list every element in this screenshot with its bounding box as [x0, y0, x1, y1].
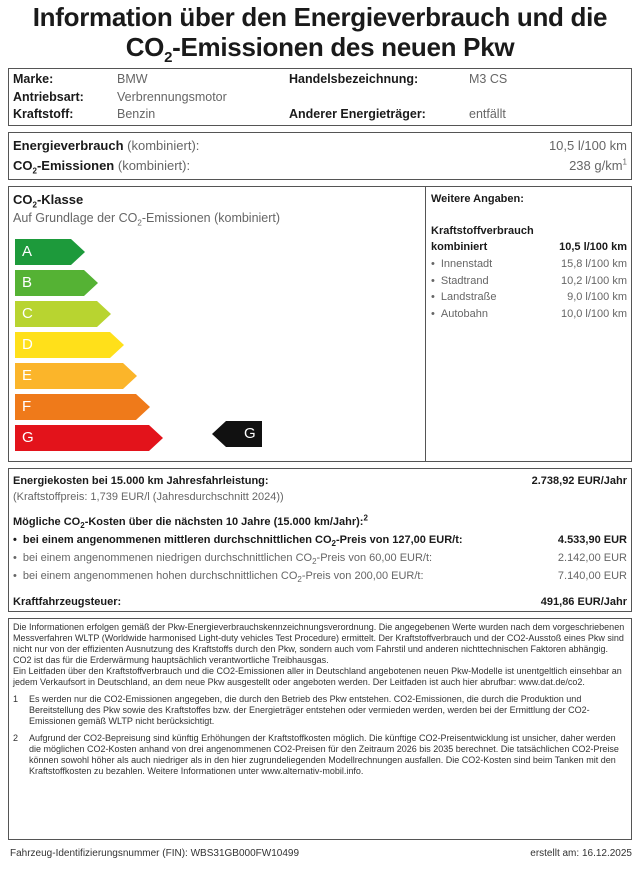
- steuer-value: 491,86 EUR/Jahr: [540, 596, 627, 608]
- co2-class-subtitle: Auf Grundlage der $CO_2$-Emissionen (kombiniert): [13, 211, 281, 228]
- co2-label: $CO_2$-Emissionen (kombiniert):: [13, 158, 191, 176]
- anderer-value: entfällt: [469, 107, 506, 121]
- marke-label: Marke:: [13, 72, 54, 86]
- bullet-icon: •: [13, 570, 17, 582]
- antrieb-value: Verbrennungsmotor: [117, 90, 227, 104]
- co2-class-arrow-a: [15, 239, 85, 265]
- co2-class-letter: E: [22, 367, 33, 384]
- footnote-intro-1: Die Informationen erfolgen gemäß der Pkw-Energieverbrauchskennzeichnungsverordnung. Die angegebenen Werte wurden nach dem vorgeschriebenen Messverfahren WLTP (Worldwide harmonised Light-duty vehicles Test Procedure) ermittelt. Der Kraftstoffverbrauch und der CO2-Ausstoß eines Pkw sind nicht nur von der effizienten Ausnutzung des Kraftstoffs durch den Pkw, sondern auch vom Fahrstil und anderen nichttechnischen Faktoren abhängig. CO2 ist das für die Erderwärmung hauptsächlich verantwortliche Treibhausgas.: [13, 622, 625, 665]
- co2-cost-line-label: • bei einem angenommenen hohen durchschnittlichen $CO_2$-Preis von 200,00 EUR/t:: [13, 570, 424, 585]
- bullet-icon: •: [13, 552, 17, 564]
- class-arrow-shape-icon: [15, 425, 163, 451]
- co2-class-arrow-d: [15, 332, 124, 358]
- co2-class-arrow-b: [15, 270, 98, 296]
- footnotes-box: [8, 618, 632, 840]
- footnote-intro-2: Ein Leitfaden über den Kraftstoffverbrauch und die CO2-Emissionen aller in Deutschland angebotenen neuen Pkw-Modelle ist unentgeltlich einsehbar an jedem Verkaufsort in Deutschland, an dem neue Pkw ausgestellt oder angeboten werden. Der Leitfaden ist auch hier abrufbar: www.dat.de/co2.: [13, 666, 622, 687]
- class-arrow-shape-icon: [15, 394, 150, 420]
- energie-value: 10,5 l/100 km: [548, 138, 627, 153]
- kombiniert-value: 10,5 l/100 km: [559, 241, 627, 253]
- footnote-2: [13, 733, 627, 777]
- fuel-detail-value: 9,0 l/100 km: [567, 291, 627, 303]
- bullet-icon: •: [431, 274, 435, 287]
- bullet-icon: •: [13, 534, 17, 546]
- current-class-label: G: [244, 425, 256, 442]
- fuel-detail-value: 10,0 l/100 km: [560, 307, 627, 320]
- handel-value: M3 CS: [469, 72, 508, 86]
- kraftstoff-label: Kraftstoff:: [13, 107, 74, 121]
- bullet-icon: •: [431, 307, 435, 320]
- co2-class-arrow-f: [15, 394, 150, 420]
- consumption-box: [8, 132, 632, 180]
- fin-label: Fahrzeug-Identifizierungsnummer (FIN): WBS31GB000FW10499: [10, 848, 300, 859]
- costs-box: [8, 468, 632, 612]
- fuel-detail-label: • Stadtrand: [431, 274, 489, 287]
- fuel-detail-label: • Autobahn: [431, 307, 488, 320]
- footnote-2-number: 2: [13, 733, 19, 743]
- footnote-2-text: Aufgrund der CO2-Bepreisung sind künftig Erhöhungen der Kraftstoffkosten möglich. Die künftige CO2-Preisentwicklung ist unsicher, daher werden die möglichen CO2-Kosten anhand von drei angenommenen CO2-Preisen für den Zeitraum 2026 bis 2035 berechnet. Die tatsächlichen CO2-Preise können sowohl höher als auch niedriger als in den hier zugrundeliegenden Modellrechnungen ausfallen. Die CO2-Kosten sind beim Tanken mit den Kraftstoffkosten zu bezahlen. Weitere Informationen unter www.alternativ-mobil.info.: [29, 733, 619, 776]
- co2-cost-line-value: 7.140,00 EUR: [557, 570, 627, 582]
- current-class-indicator: [212, 421, 262, 447]
- co2-class-box: [8, 186, 632, 462]
- title-line-2: $CO_2$-Emissionen des neuen Pkw: [125, 32, 515, 67]
- footnote-1-text: Es werden nur die CO2-Emissionen angegeben, die durch den Betrieb des Pkw entstehen. CO2-Emissionen, die durch die Produktion und Bereitstellung des Pkw sowie des Kraftstoffes bzw. der Energieträger entstehen oder vermieden werden, werden bei der Ermittlung der CO2-Emissionen gemäß WLTP nicht berücksichtigt.: [29, 694, 590, 726]
- co2-class-letter: F: [22, 398, 32, 415]
- co2-class-letter: G: [22, 429, 34, 446]
- kombiniert-label: kombiniert: [431, 241, 488, 253]
- co2-class-arrow-g: [15, 425, 163, 451]
- steuer-label: Kraftfahrzeugsteuer:: [13, 596, 122, 608]
- marke-value: BMW: [117, 72, 148, 86]
- co2-value: 238 $g/km^1$: [569, 157, 627, 173]
- co2-class-letter: C: [22, 305, 33, 322]
- kraftstoffpreis-note: (Kraftstoffpreis: 1,739 EUR/l (Jahresdurchschnitt 2024)): [13, 491, 284, 503]
- weitere-heading: Weitere Angaben:: [431, 193, 524, 205]
- page-title: [0, 2, 640, 67]
- created-date: erstellt am: 16.12.2025: [530, 848, 632, 859]
- antrieb-label: Antriebsart:: [13, 90, 84, 104]
- fuel-detail-label: • Innenstadt: [431, 258, 493, 270]
- co2-kosten-heading: Mögliche $CO_2$-Kosten über die nächsten 10 Jahre (15.000 km/Jahr):$^2$: [13, 513, 368, 531]
- anderer-label: Anderer Energieträger:: [289, 107, 426, 121]
- weitere-divider: [425, 187, 426, 461]
- vehicle-info-box: [8, 68, 632, 126]
- co2-class-arrow-e: [15, 363, 137, 389]
- title-line-1: Information über den Energieverbrauch und die: [32, 2, 608, 32]
- co2-class-arrow-c: [15, 301, 111, 327]
- footnote-1: [13, 694, 627, 727]
- co2-cost-line-value: 2.142,00 EUR: [557, 552, 627, 564]
- bullet-icon: •: [431, 291, 435, 303]
- co2-class-heading: $CO_2$-Klasse: [13, 192, 84, 210]
- handel-label: Handelsbezeichnung:: [289, 72, 419, 86]
- footnote-1-number: 1: [13, 694, 19, 704]
- co2-cost-line-label: • bei einem angenommenen mittleren durchschnittlichen $CO_2$-Preis von 127,00 EUR/t:: [13, 534, 463, 549]
- co2-class-letter: A: [22, 243, 33, 260]
- energiekosten-value: 2.738,92 EUR/Jahr: [531, 475, 627, 487]
- fuel-detail-value: 10,2 l/100 km: [560, 274, 627, 287]
- co2-class-letter: D: [22, 336, 33, 353]
- co2-cost-line-value: 4.533,90 EUR: [557, 534, 627, 546]
- co2-class-letter: B: [22, 274, 33, 291]
- kraftstoff-value: Benzin: [117, 107, 156, 121]
- fuel-detail-value: 15,8 l/100 km: [560, 258, 627, 270]
- co2-cost-line-label: • bei einem angenommenen niedrigen durchschnittlichen $CO_2$-Preis von 60,00 EUR/t:: [13, 552, 433, 567]
- fuel-detail-label: • Landstraße: [431, 291, 497, 303]
- energie-label: Energieverbrauch (kombiniert):: [13, 138, 200, 153]
- bullet-icon: •: [431, 258, 435, 270]
- energiekosten-label: Energiekosten bei 15.000 km Jahresfahrleistung:: [13, 475, 269, 487]
- fuel-heading: Kraftstoffverbrauch: [431, 225, 534, 237]
- class-arrow-shape-icon: [15, 363, 137, 389]
